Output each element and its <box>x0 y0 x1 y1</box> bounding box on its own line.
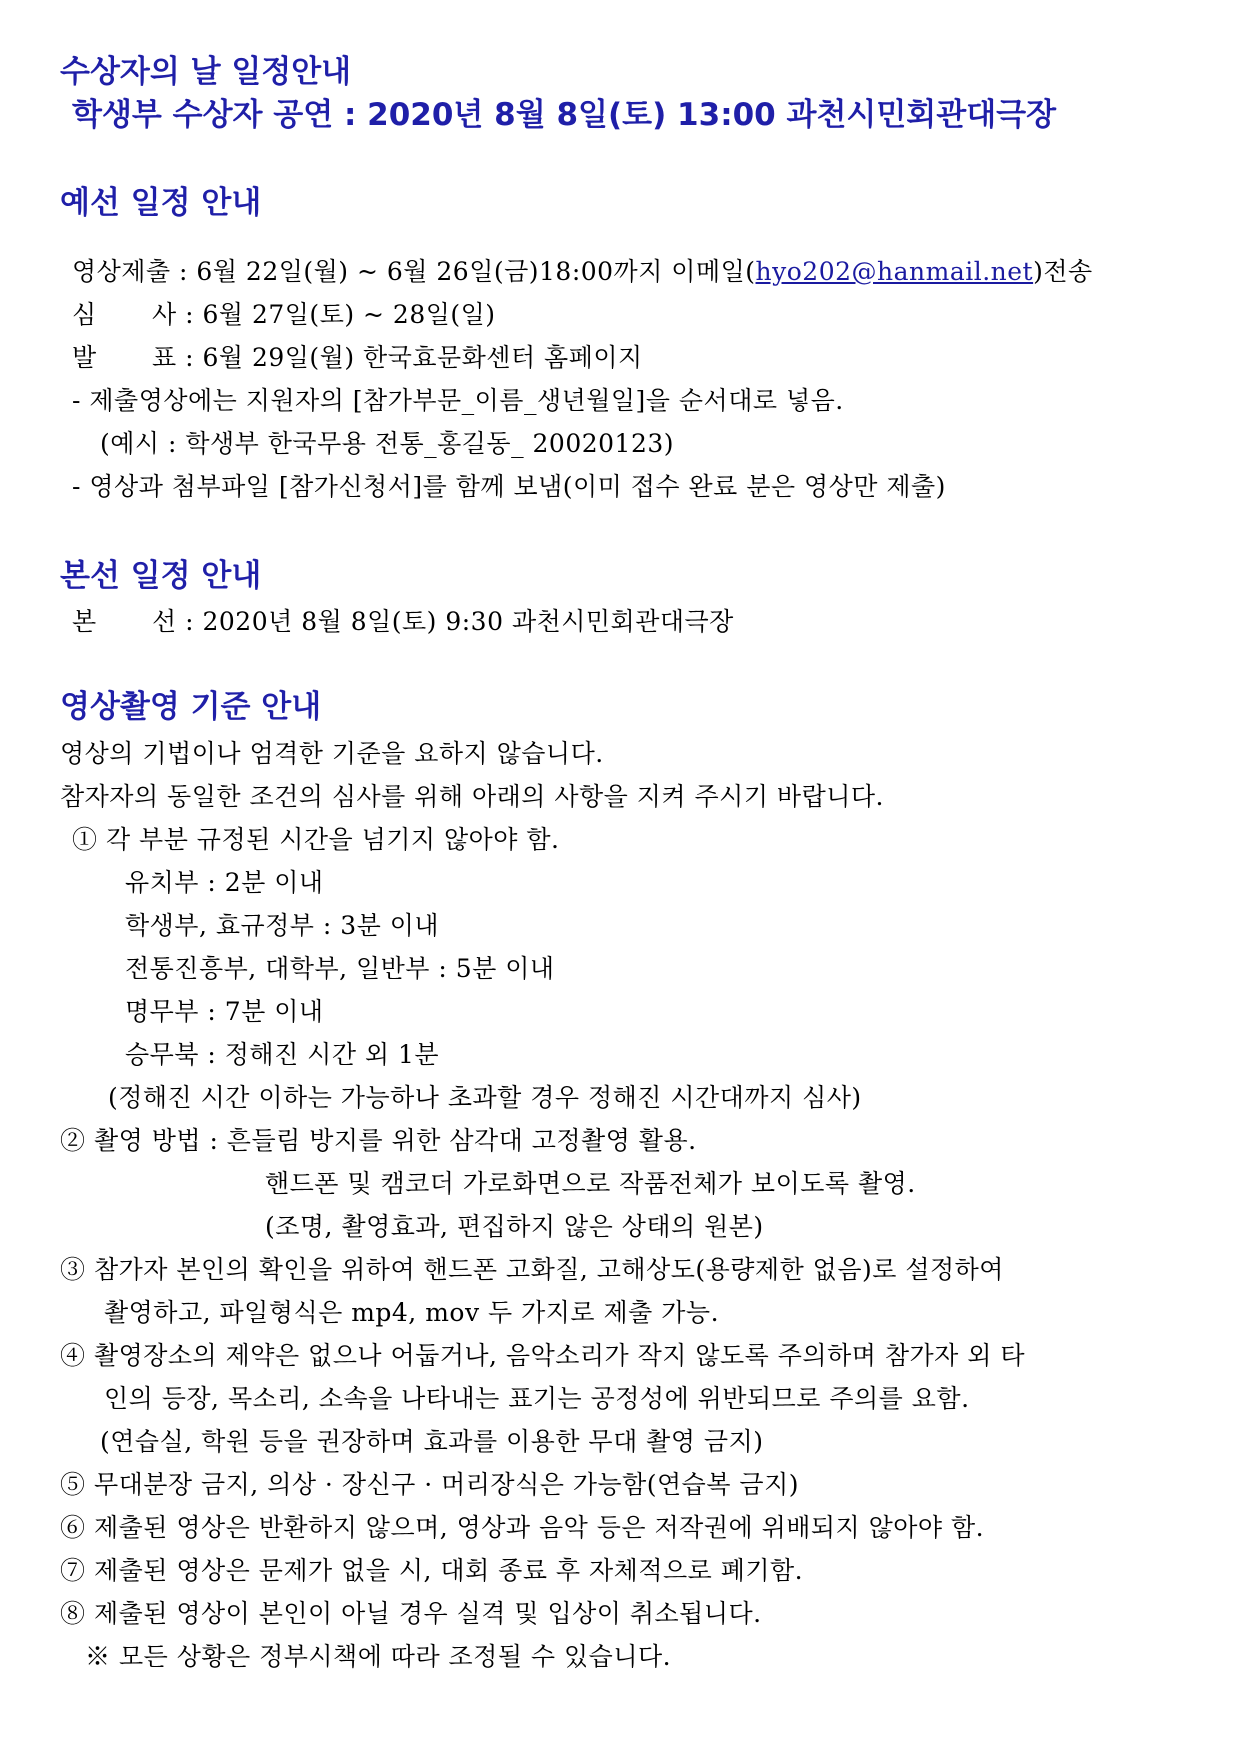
prelim-review-line <box>72 298 496 332</box>
footnote: ※ 모든 상황은 정부시책에 따라 조정될 수 있습니다. <box>85 1642 672 1671</box>
rule-1-student: 학생부, 효규정부 : 3분 이내 <box>125 911 440 940</box>
rule-7: ⑦ 제출된 영상은 문제가 없을 시, 대회 종료 후 자체적으로 폐기함. <box>60 1556 804 1585</box>
student-performance-heading: 학생부 수상자 공연 : 2020년 8월 8일(토) 13:00 과천시민회관대극장 <box>72 97 1057 133</box>
filming-intro-1: 영상의 기법이나 엄격한 기준을 요하지 않습니다. <box>60 739 604 768</box>
filming-intro-2: 참자자의 동일한 조건의 심사를 위해 아래의 사항을 지켜 주시기 바랍니다. <box>60 782 884 811</box>
rule-6: ⑥ 제출된 영상은 반환하지 않으며, 영상과 음악 등은 저작권에 위배되지 않아야 함. <box>60 1513 985 1542</box>
rule-1: ① 각 부분 규정된 시간을 넘기지 않아야 함. <box>72 825 560 854</box>
review-value: : 6월 27일(토) ~ 28일(일) <box>176 300 496 329</box>
review-label-2: 사 <box>152 300 177 329</box>
final-value: : 2020년 8월 8일(토) 9:30 과천시민회관대극장 <box>176 607 734 636</box>
final-schedule-line <box>72 605 734 639</box>
rule-2: ② 촬영 방법 : 흔들림 방지를 위한 삼각대 고정촬영 활용. <box>60 1126 697 1155</box>
filming-heading: 영상촬영 기준 안내 <box>60 689 322 725</box>
final-label-1: 본 <box>72 607 97 636</box>
rule-4-line-3: (연습실, 학원 등을 권장하며 효과를 이용한 무대 촬영 금지) <box>100 1427 764 1456</box>
rule-3: ③ 참가자 본인의 확인을 위하여 핸드폰 고화질, 고해상도(용량제한 없음)로 설정하여 <box>60 1255 1004 1284</box>
rule-1-seungmu: 승무북 : 정해진 시간 외 1분 <box>125 1040 440 1069</box>
rule-2-line-2: 핸드폰 및 캠코더 가로화면으로 작품전체가 보이도록 촬영. <box>265 1169 916 1198</box>
rule-3-line-2: 촬영하고, 파일형식은 mp4, mov 두 가지로 제출 가능. <box>104 1298 720 1327</box>
announce-label-1: 발 <box>72 343 97 372</box>
announce-value: : 6월 29일(월) 한국효문화센터 홈페이지 <box>176 343 643 372</box>
rule-2-line-3: (조명, 촬영효과, 편집하지 않은 상태의 원본) <box>265 1212 764 1241</box>
submission-value: : 6월 22일(월) ~ 6월 26일(금)18:00까지 이메일( <box>170 257 756 286</box>
rule-1-kindergarten: 유치부 : 2분 이내 <box>125 868 324 897</box>
awards-day-heading: 수상자의 날 일정안내 <box>60 54 352 90</box>
prelim-note-1-example: (예시 : 학생부 한국무용 전통_홍길동_ 20020123) <box>100 429 675 458</box>
submission-label: 영상제출 <box>72 257 171 286</box>
rule-4-line-2: 인의 등장, 목소리, 소속을 나타내는 표기는 공정성에 위반되므로 주의를 요함. <box>104 1384 970 1413</box>
prelim-heading: 예선 일정 안내 <box>60 185 262 221</box>
prelim-note-2: - 영상과 첨부파일 [참가신청서]를 함께 보냄(이미 접수 완료 분은 영상만 제출) <box>72 472 946 501</box>
rule-8: ⑧ 제출된 영상이 본인이 아닐 경우 실격 및 입상이 취소됩니다. <box>60 1599 762 1628</box>
prelim-announce-line <box>72 341 643 375</box>
final-label-2: 선 <box>152 607 177 636</box>
rule-4: ④ 촬영장소의 제약은 없으나 어둡거나, 음악소리가 작지 않도록 주의하며 참가자 외 타 <box>60 1341 1025 1370</box>
prelim-note-1: - 제출영상에는 지원자의 [참가부문_이름_생년월일]을 순서대로 넣음. <box>72 386 844 415</box>
prelim-submission-line <box>72 255 1093 289</box>
rule-1-general: 전통진흥부, 대학부, 일반부 : 5분 이내 <box>125 954 555 983</box>
review-label-1: 심 <box>72 300 97 329</box>
final-heading: 본선 일정 안내 <box>60 558 262 594</box>
rule-1-note: (정해진 시간 이하는 가능하나 초과할 경우 정해진 시간대까지 심사) <box>108 1083 862 1112</box>
announce-label-2: 표 <box>152 343 177 372</box>
submission-suffix: )전송 <box>1033 257 1093 286</box>
email-link[interactable]: hyo202@hanmail.net <box>755 257 1034 286</box>
rule-1-master: 명무부 : 7분 이내 <box>125 997 324 1026</box>
rule-5: ⑤ 무대분장 금지, 의상 · 장신구 · 머리장식은 가능함(연습복 금지) <box>60 1470 799 1499</box>
